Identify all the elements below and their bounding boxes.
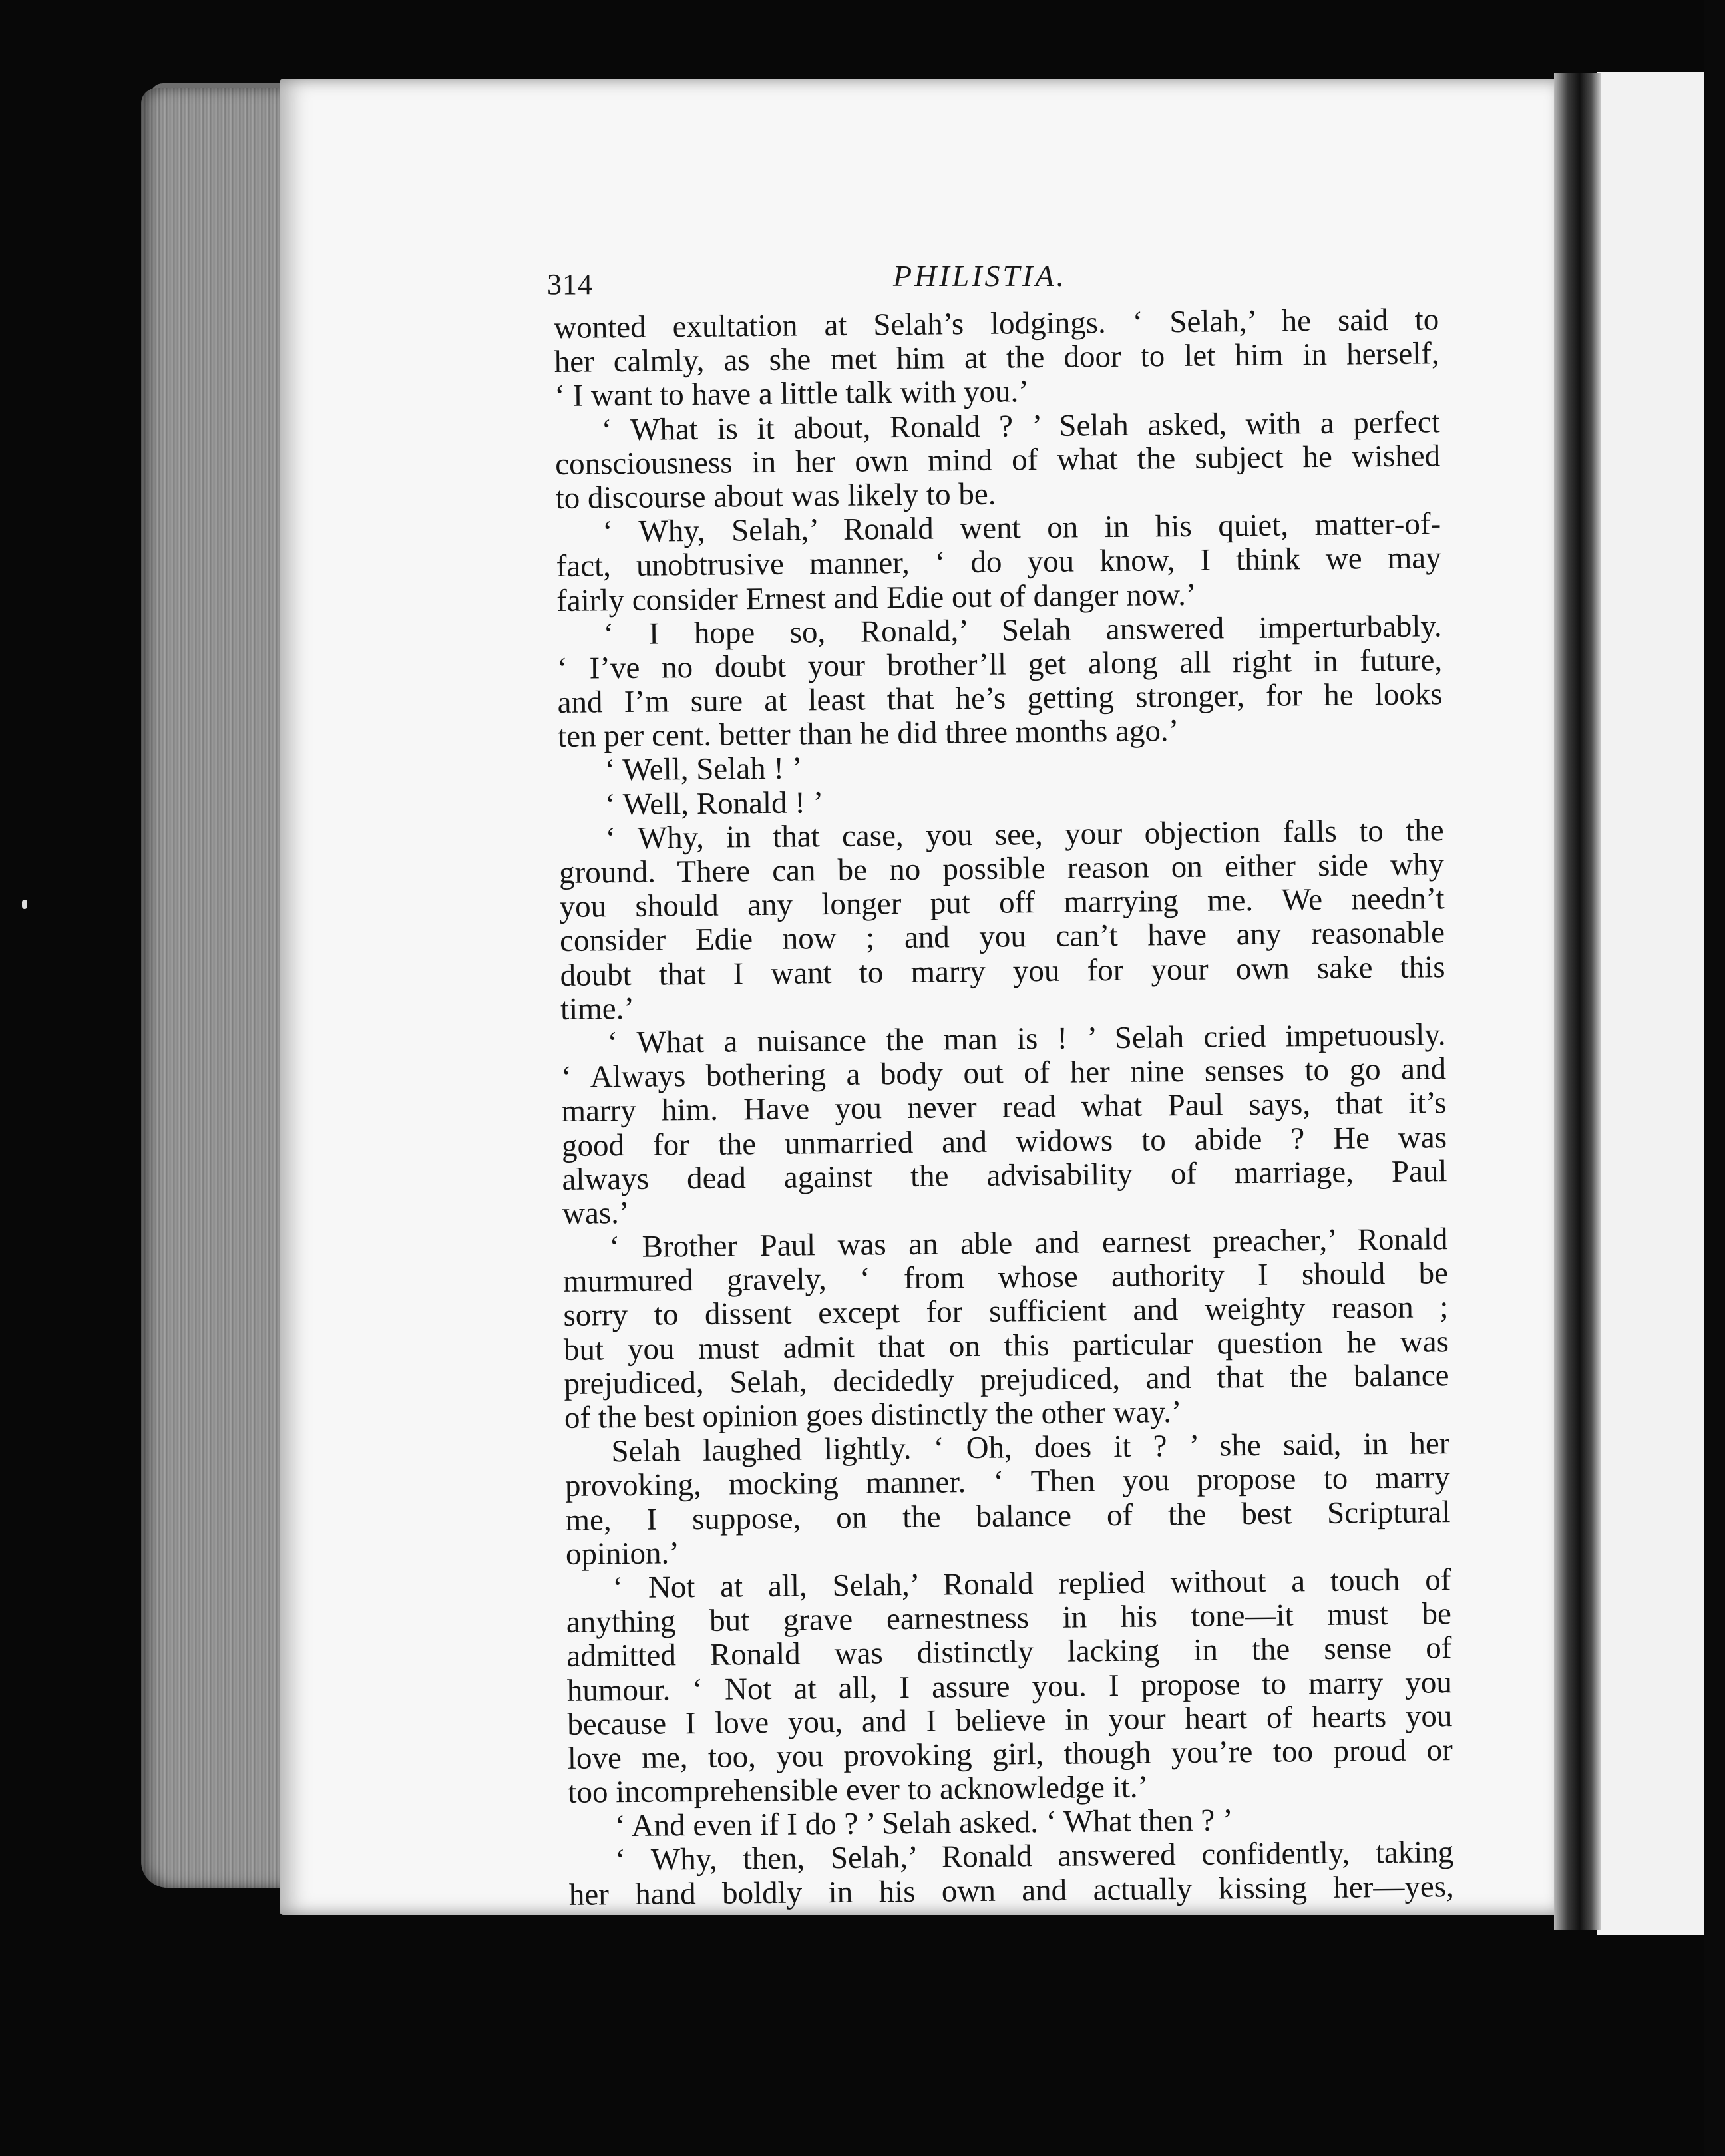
text-line: ‘ I’ve no doubt your brother’ll get along all right in future, — [556, 643, 1443, 686]
text-line: to discourse about was likely to be. — [555, 476, 996, 516]
text-line: fact, unobtrusive manner, ‘ do you know, I think we may — [556, 540, 1441, 584]
running-head: PHILISTIA. — [893, 259, 1067, 293]
text-line: of the best opinion goes distinctly the other way.’ — [564, 1395, 1182, 1435]
text-line: sorry to dissent except for sufficient and weighty reason ; — [563, 1290, 1449, 1334]
text-line: ‘ I hope so, Ronald,’ Selah answered imperturbably. — [603, 608, 1442, 651]
scan-speck — [22, 900, 27, 909]
page-header — [547, 258, 1452, 305]
text-line: ‘ Brother Paul was an able and earnest preacher,’ Ronald — [609, 1222, 1448, 1265]
text-line: murmured gravely, ‘ from whose authority I should be — [562, 1256, 1449, 1300]
text-line: wonted exultation at Selah’s lodgings. ‘ Selah,’ he said to — [553, 302, 1439, 345]
text-line: ten per cent. better than he did three months ago.’ — [557, 713, 1179, 755]
text-line: her calmly, as she met him at the door to let him in herself, — [554, 336, 1439, 380]
text-line: too incomprehensible ever to acknowledge it.’ — [568, 1769, 1149, 1810]
text-line: good for the unmarried and widows to abide ? He was — [561, 1119, 1447, 1163]
text-line: Selah laughed lightly. ‘ Oh, does it ? ’ she said, in her — [611, 1426, 1450, 1469]
page-number: 314 — [547, 268, 593, 301]
text-line: ‘ Why, Selah,’ Ronald went on in his quiet, matter-of- — [602, 506, 1441, 550]
text-line: ‘ I want to have a little talk with you.’ — [554, 374, 1030, 414]
text-line: me, I suppose, on the balance of the best Scriptural — [565, 1494, 1451, 1538]
text-line: her hand boldly in his own and actually kissing her—yes, — [568, 1869, 1455, 1912]
text-line: but you must admit that on this particular question he was — [563, 1324, 1449, 1367]
text-line: ‘ Why, then, Selah,’ Ronald answered confidently, taking — [615, 1835, 1454, 1878]
text-line: ‘ Always bothering a body out of her nine senses to go and — [560, 1051, 1447, 1095]
text-line: anything but grave earnestness in his tone—it must be — [566, 1596, 1452, 1640]
text-line: admitted Ronald was distinctly lacking in the sense of — [566, 1630, 1452, 1674]
text-line: you should any longer put off marrying me. We needn’t — [559, 881, 1445, 925]
text-line: consciousness in her own mind of what the subject he wished — [554, 438, 1441, 482]
text-line: fairly consider Ernest and Edie out of danger now.’ — [556, 577, 1197, 618]
text-line: time.’ — [560, 991, 635, 1027]
text-line: love me, too, you provoking girl, though you’re too proud or — [567, 1733, 1453, 1776]
scan-border-right — [1704, 0, 1725, 2156]
text-line: because I love you, and I believe in your heart of hearts you — [567, 1698, 1453, 1742]
text-line: always dead against the advisability of marriage, Paul — [562, 1153, 1447, 1197]
text-line: ‘ And even if I do ? ’ Selah asked. ‘ What then ? ’ — [614, 1803, 1233, 1844]
text-line: humour. ‘ Not at all, I assure you. I propose to marry you — [566, 1664, 1453, 1708]
text-line: ‘ What a nuisance the man is ! ’ Selah cried impetuously. — [607, 1017, 1446, 1061]
text-line: ‘ Not at all, Selah,’ Ronald replied without a touch of — [612, 1562, 1451, 1606]
book-gutter — [1554, 73, 1601, 1930]
text-line: prejudiced, Selah, decidedly prejudiced, and that the balance — [564, 1357, 1449, 1401]
text-line: ‘ Why, in that case, you see, your objection falls to the — [605, 813, 1444, 856]
text-line: ‘ Well, Ronald ! ’ — [604, 785, 824, 822]
book-page-edges — [141, 88, 288, 1888]
text-line: and I’m sure at least that he’s getting stronger, for he looks — [557, 677, 1443, 721]
body-text — [554, 303, 1454, 1912]
text-line: was.’ — [562, 1195, 630, 1231]
text-line: ‘ Well, Selah ! ’ — [604, 751, 803, 788]
text-line: doubt that I want to marry you for your own sake this — [560, 949, 1445, 993]
text-line: ‘ What is it about, Ronald ? ’ Selah asked, with a perfect — [601, 404, 1440, 447]
text-line: ground. There can be no possible reason on either side why — [558, 847, 1445, 890]
text-line: provoking, mocking manner. ‘ Then you propose to marry — [564, 1460, 1451, 1504]
text-line: consider Edie now ; and you can’t have any reasonable — [559, 915, 1445, 959]
text-line: opinion.’ — [565, 1536, 680, 1572]
text-line: marry him. Have you never read what Paul says, that it’s — [561, 1085, 1447, 1129]
